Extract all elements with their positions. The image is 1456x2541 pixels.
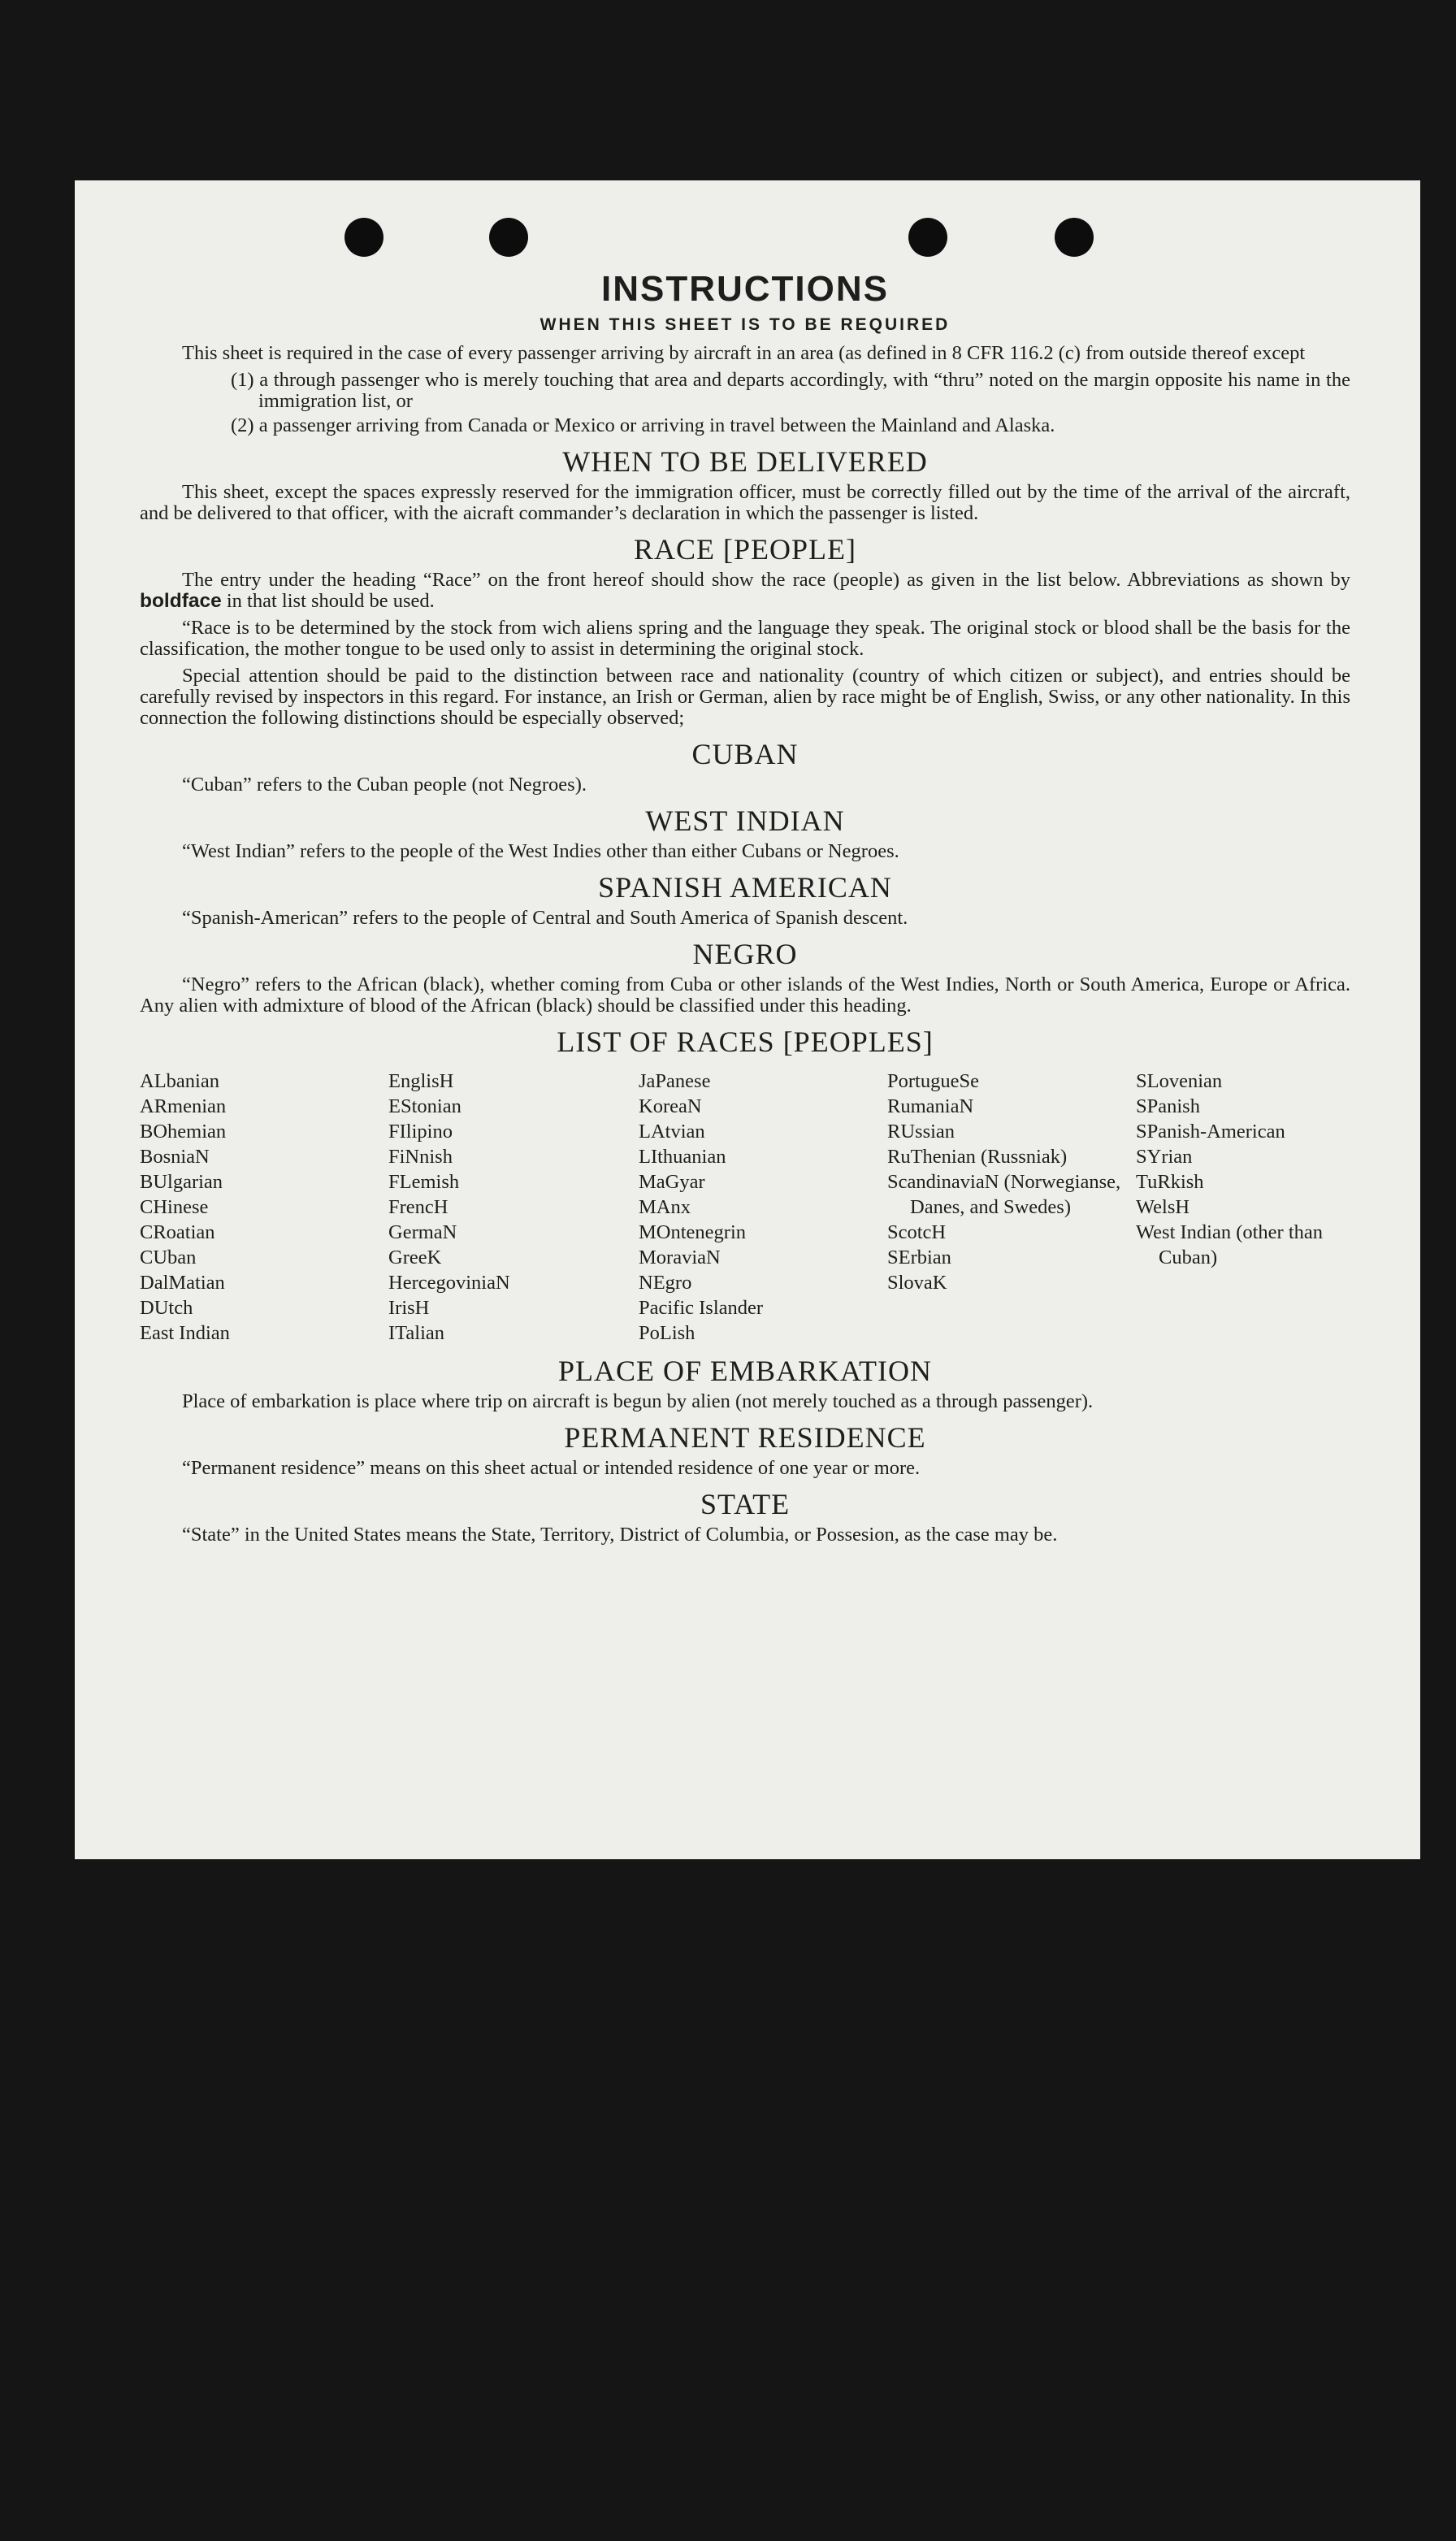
race-entry: WelsH (1136, 1196, 1190, 1218)
section-heading-embarkation: PLACE OF EMBARKATION (557, 1355, 933, 1387)
state-text: “State” in the United States means the State, Territory, District of Columbia, or Possesion, as the case may be. (182, 1524, 1058, 1546)
race-entry: DalMatian (140, 1272, 225, 1294)
race-entry: EnglisH (388, 1070, 454, 1092)
race-entry: SErbian (887, 1247, 951, 1268)
page-title: INSTRUCTIONS (601, 269, 889, 309)
embarkation-text: Place of embarkation is place where trip on aircraft is begun by alien (not merely touched as a through passenger). (182, 1390, 1094, 1412)
punch-hole-3 (908, 218, 947, 257)
page-subtitle: WHEN THIS SHEET IS TO BE REQUIRED (540, 315, 951, 334)
race-entry: ITalian (388, 1322, 445, 1344)
race-entry: MaGyar (639, 1171, 705, 1193)
race-entry: ScotcH (887, 1221, 947, 1243)
punch-hole-2 (489, 218, 528, 257)
race-entry: NEgro (639, 1272, 692, 1294)
race-entry: CHinese (140, 1196, 209, 1218)
residence-text: “Permanent residence” means on this sheet actual or intended residence of one year or more. (182, 1457, 921, 1479)
punch-hole-4 (1055, 218, 1094, 257)
race-entry: SYrian (1136, 1146, 1193, 1168)
race-entry: GermaN (388, 1221, 457, 1243)
race-entry: GreeK (388, 1247, 442, 1268)
delivered-text: This sheet, except the spaces expressly reserved for the immigration officer, must be correctly filled out by the time of the arrival of the aircraft, and be delivered to that officer, with the aicraft commander’s declaration in which the passenger is listed. (140, 481, 1350, 524)
race-entry: FiNnish (388, 1146, 453, 1168)
race-entry: FrencH (388, 1196, 448, 1218)
section-heading-races-list: LIST OF RACES [PEOPLES] (557, 1026, 934, 1058)
races-column-5 (1136, 1069, 1347, 1346)
race-entry: DUtch (140, 1297, 193, 1319)
race-entry: LIthuanian (639, 1146, 726, 1168)
section-heading-race: RACE [PEOPLE] (634, 533, 856, 566)
race-entry: MOntenegrin (639, 1221, 746, 1243)
race-entry: SPanish (1136, 1095, 1200, 1117)
races-column-4 (887, 1069, 1136, 1346)
race-entry: SlovaK (887, 1272, 947, 1294)
race-entry: ScandinaviaN (Norwegianse, Danes, and Swedes) (887, 1171, 1121, 1218)
negro-text: “Negro” refers to the African (black), whether coming from Cuba or other islands of the West Indies, North or South America, Europe or Africa. Any alien with admixture of blood of the African (black) should be classified under this heading. (140, 973, 1350, 1017)
race-entry: East Indian (140, 1322, 230, 1344)
race-entry: KoreaN (639, 1095, 702, 1117)
races-column-3 (639, 1069, 887, 1346)
race-entry: RumaniaN (887, 1095, 974, 1117)
races-column-1 (140, 1069, 388, 1346)
section-heading-spanish-american: SPANISH AMERICAN (598, 871, 892, 904)
race-entry: PortugueSe (887, 1070, 979, 1092)
section-heading-state: STATE (700, 1488, 791, 1520)
cuban-text: “Cuban” refers to the Cuban people (not Negroes). (182, 774, 587, 796)
section-heading-delivered: WHEN TO BE DELIVERED (562, 445, 928, 478)
race-entry: BOhemian (140, 1121, 227, 1143)
race-entry: MAnx (639, 1196, 691, 1218)
race-entry: ALbanian (140, 1070, 219, 1092)
exception-item-2: (2) a passenger arriving from Canada or Mexico or arriving in travel between the Mainland and Alaska. (231, 414, 1055, 436)
intro-paragraph: This sheet is required in the case of every passenger arriving by aircraft in an area (as defined in 8 CFR 116.2 (c) from outside thereof except (182, 342, 1306, 364)
race-entry: BUlgarian (140, 1171, 223, 1193)
spanish-american-text: “Spanish-American” refers to the people of Central and South America of Spanish descent. (182, 907, 908, 929)
race-entry: IrisH (388, 1297, 430, 1319)
section-heading-west-indian: WEST INDIAN (645, 804, 845, 837)
race-entry: TuRkish (1136, 1171, 1204, 1193)
race-entry: FIlipino (388, 1121, 453, 1143)
race-entry: LAtvian (639, 1121, 705, 1143)
race-entry: SPanish-American (1136, 1121, 1285, 1143)
race-entry: CUban (140, 1247, 197, 1268)
instruction-sheet (75, 180, 1420, 1859)
race-entry: PoLish (639, 1322, 696, 1344)
race-paragraph-1: The entry under the heading “Race” on the front hereof should show the race (people) as given in the list below. Abbreviations as shown by boldface in that list should be used. (140, 569, 1350, 612)
section-heading-residence: PERMANENT RESIDENCE (564, 1421, 926, 1454)
races-list (140, 1069, 1350, 1346)
race-paragraph-2: “Race is to be determined by the stock from wich aliens spring and the language they speak. The original stock or blood shall be the basis for the classification, the mother tongue to be used only to assist in determining the original stock. (140, 617, 1350, 660)
race-paragraph-3: Special attention should be paid to the distinction between race and nationality (country of which citizen or subject), and entries should be carefully revised by inspectors in this regard. For instance, an Irish or German, alien by race might be of English, Swiss, or any other nationality. In this connection the following distinctions should be especially observed; (140, 665, 1350, 729)
section-heading-cuban: CUBAN (691, 738, 799, 770)
exception-item-1: (1) a through passenger who is merely touching that area and departs accordingly, with “thru” noted on the margin opposite his name in the immigration list, or (231, 369, 1350, 412)
west-indian-text: “West Indian” refers to the people of the West Indies other than either Cubans or Negroes. (182, 840, 899, 862)
race-entry: ARmenian (140, 1095, 227, 1117)
boldface-word: boldface (140, 590, 222, 612)
race-entry: MoraviaN (639, 1247, 721, 1268)
races-column-2 (388, 1069, 639, 1346)
section-heading-negro: NEGRO (692, 938, 798, 970)
race-entry: EStonian (388, 1095, 462, 1117)
race-entry: RUssian (887, 1121, 956, 1143)
race-entry: Pacific Islander (639, 1297, 764, 1319)
race-entry: BosniaN (140, 1146, 210, 1168)
race-entry: JaPanese (639, 1070, 711, 1092)
race-entry: FLemish (388, 1171, 460, 1193)
race-entry: RuThenian (Russniak) (887, 1146, 1068, 1168)
race-entry: West Indian (other than Cuban) (1136, 1221, 1324, 1268)
race-entry: CRoatian (140, 1221, 215, 1243)
punch-hole-1 (344, 218, 384, 257)
race-entry: SLovenian (1136, 1070, 1223, 1092)
race-entry: HercegoviniaN (388, 1272, 510, 1294)
